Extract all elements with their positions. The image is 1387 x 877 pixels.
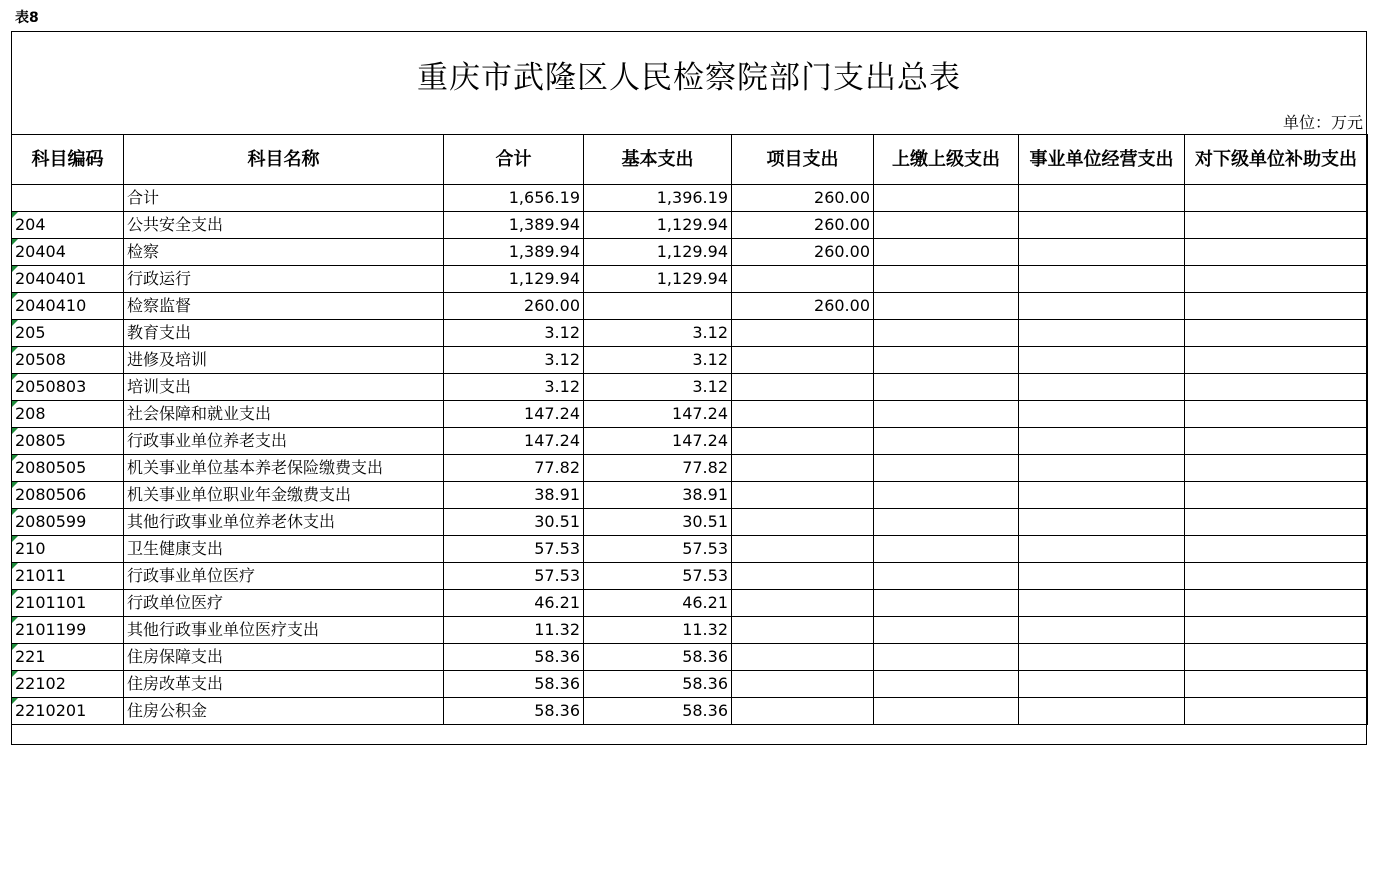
code-text: 210 — [15, 539, 46, 558]
cell-basic[interactable]: 1,129.94 — [584, 266, 732, 293]
cell-code[interactable] — [12, 671, 124, 698]
table-row — [12, 482, 1368, 509]
header-subsidy: 对下级单位补助支出 — [1185, 135, 1368, 185]
cell-total[interactable]: 77.82 — [444, 455, 584, 482]
cell-total[interactable]: 147.24 — [444, 428, 584, 455]
cell-total[interactable]: 147.24 — [444, 401, 584, 428]
table-row — [12, 617, 1368, 644]
cell-subsidy[interactable] — [1185, 347, 1368, 374]
header-total: 合计 — [444, 135, 584, 185]
cell-name[interactable]: 合计 — [124, 185, 444, 212]
cell-subsidy[interactable] — [1185, 536, 1368, 563]
cell-name[interactable]: 其他行政事业单位医疗支出 — [124, 617, 444, 644]
cell-subsidy[interactable] — [1185, 293, 1368, 320]
code-text: 2040410 — [15, 296, 87, 315]
cell-subsidy[interactable] — [1185, 671, 1368, 698]
cell-basic[interactable]: 58.36 — [584, 671, 732, 698]
cell-subsidy[interactable] — [1185, 644, 1368, 671]
cell-code[interactable] — [12, 617, 124, 644]
cell-name[interactable]: 机关事业单位基本养老保险缴费支出 — [124, 455, 444, 482]
cell-project[interactable] — [732, 428, 874, 455]
cell-project[interactable] — [732, 401, 874, 428]
text-format-indicator-icon — [12, 644, 18, 650]
cell-total[interactable]: 1,389.94 — [444, 239, 584, 266]
cell-business[interactable] — [1019, 644, 1185, 671]
code-text: 2080599 — [15, 512, 87, 531]
text-format-indicator-icon — [12, 293, 18, 299]
cell-name[interactable]: 住房公积金 — [124, 698, 444, 725]
cell-code[interactable] — [12, 347, 124, 374]
report-title: 重庆市武隆区人民检察院部门支出总表 — [417, 60, 961, 96]
cell-project[interactable] — [732, 563, 874, 590]
cell-business[interactable] — [1019, 212, 1185, 239]
table-row — [12, 374, 1368, 401]
cell-name[interactable]: 住房改革支出 — [124, 671, 444, 698]
cell-upper[interactable] — [874, 374, 1019, 401]
code-text: 22102 — [15, 674, 66, 693]
cell-basic[interactable]: 1,129.94 — [584, 239, 732, 266]
table-row — [12, 293, 1368, 320]
cell-name[interactable]: 住房保障支出 — [124, 644, 444, 671]
cell-upper[interactable] — [874, 212, 1019, 239]
table-row — [12, 644, 1368, 671]
table-row — [12, 320, 1368, 347]
code-text: 21011 — [15, 566, 66, 585]
table-row — [12, 671, 1368, 698]
cell-total[interactable]: 58.36 — [444, 644, 584, 671]
cell-business[interactable] — [1019, 293, 1185, 320]
cell-business[interactable] — [1019, 266, 1185, 293]
cell-code[interactable] — [12, 239, 124, 266]
cell-code[interactable] — [12, 536, 124, 563]
cell-project[interactable]: 260.00 — [732, 185, 874, 212]
text-format-indicator-icon — [12, 401, 18, 407]
cell-basic[interactable]: 77.82 — [584, 455, 732, 482]
cell-project[interactable] — [732, 374, 874, 401]
cell-subsidy[interactable] — [1185, 266, 1368, 293]
text-format-indicator-icon — [12, 482, 18, 488]
cell-name[interactable]: 机关事业单位职业年金缴费支出 — [124, 482, 444, 509]
header-business: 事业单位经营支出 — [1019, 135, 1185, 185]
cell-basic[interactable]: 3.12 — [584, 320, 732, 347]
report-frame — [11, 31, 1367, 745]
cell-project[interactable] — [732, 266, 874, 293]
cell-total[interactable]: 38.91 — [444, 482, 584, 509]
cell-basic[interactable]: 1,129.94 — [584, 212, 732, 239]
code-text: 20508 — [15, 350, 66, 369]
cell-project[interactable] — [732, 509, 874, 536]
text-format-indicator-icon — [12, 428, 18, 434]
code-text: 2080506 — [15, 485, 87, 504]
table-row — [12, 239, 1368, 266]
header-project: 项目支出 — [732, 135, 874, 185]
cell-subsidy[interactable] — [1185, 401, 1368, 428]
cell-upper[interactable] — [874, 590, 1019, 617]
cell-upper[interactable] — [874, 509, 1019, 536]
table-row — [12, 347, 1368, 374]
cell-total[interactable]: 11.32 — [444, 617, 584, 644]
cell-basic[interactable]: 57.53 — [584, 536, 732, 563]
cell-total[interactable]: 3.12 — [444, 320, 584, 347]
text-format-indicator-icon — [12, 509, 18, 515]
text-format-indicator-icon — [12, 698, 18, 704]
cell-upper[interactable] — [874, 320, 1019, 347]
code-text: 205 — [15, 323, 46, 342]
table-row — [12, 536, 1368, 563]
cell-business[interactable] — [1019, 401, 1185, 428]
cell-basic[interactable]: 11.32 — [584, 617, 732, 644]
cell-code[interactable] — [12, 266, 124, 293]
text-format-indicator-icon — [12, 536, 18, 542]
cell-subsidy[interactable] — [1185, 698, 1368, 725]
text-format-indicator-icon — [12, 266, 18, 272]
cell-name[interactable]: 教育支出 — [124, 320, 444, 347]
sheet-label: 表8 — [15, 10, 39, 26]
text-format-indicator-icon — [12, 320, 18, 326]
cell-upper[interactable] — [874, 536, 1019, 563]
cell-code[interactable] — [12, 698, 124, 725]
text-format-indicator-icon — [12, 212, 18, 218]
table-row — [12, 455, 1368, 482]
cell-subsidy[interactable] — [1185, 185, 1368, 212]
cell-total[interactable]: 57.53 — [444, 563, 584, 590]
code-text: 221 — [15, 647, 46, 666]
cell-total[interactable]: 57.53 — [444, 536, 584, 563]
cell-upper[interactable] — [874, 347, 1019, 374]
cell-subsidy[interactable] — [1185, 428, 1368, 455]
cell-basic[interactable]: 58.36 — [584, 698, 732, 725]
cell-code[interactable] — [12, 455, 124, 482]
header-upper: 上缴上级支出 — [874, 135, 1019, 185]
cell-code[interactable] — [12, 644, 124, 671]
cell-project[interactable] — [732, 671, 874, 698]
cell-name[interactable]: 检察监督 — [124, 293, 444, 320]
header-row — [12, 135, 1368, 185]
cell-name[interactable]: 社会保障和就业支出 — [124, 401, 444, 428]
table-row — [12, 590, 1368, 617]
unit-label: 单位：万元 — [1282, 113, 1363, 132]
text-format-indicator-icon — [12, 239, 18, 245]
cell-subsidy[interactable] — [1185, 509, 1368, 536]
cell-subsidy[interactable] — [1185, 455, 1368, 482]
code-text: 2101199 — [15, 620, 87, 639]
cell-upper[interactable] — [874, 644, 1019, 671]
cell-code[interactable] — [12, 509, 124, 536]
cell-business[interactable] — [1019, 617, 1185, 644]
cell-basic[interactable]: 46.21 — [584, 590, 732, 617]
table-row — [12, 401, 1368, 428]
cell-business[interactable] — [1019, 185, 1185, 212]
cell-business[interactable] — [1019, 428, 1185, 455]
cell-name[interactable]: 检察 — [124, 239, 444, 266]
cell-upper[interactable] — [874, 671, 1019, 698]
cell-upper[interactable] — [874, 617, 1019, 644]
table-row — [12, 509, 1368, 536]
text-format-indicator-icon — [12, 671, 18, 677]
text-format-indicator-icon — [12, 455, 18, 461]
cell-name[interactable]: 其他行政事业单位养老休支出 — [124, 509, 444, 536]
cell-basic[interactable]: 38.91 — [584, 482, 732, 509]
cell-code[interactable] — [12, 428, 124, 455]
expenditure-table — [11, 134, 1368, 725]
cell-upper[interactable] — [874, 428, 1019, 455]
code-text: 2101101 — [15, 593, 87, 612]
cell-business[interactable] — [1019, 563, 1185, 590]
cell-project[interactable] — [732, 617, 874, 644]
cell-code[interactable] — [12, 482, 124, 509]
cell-total[interactable]: 58.36 — [444, 671, 584, 698]
header-basic: 基本支出 — [584, 135, 732, 185]
cell-project[interactable] — [732, 320, 874, 347]
cell-name[interactable]: 行政事业单位医疗 — [124, 563, 444, 590]
table-row — [12, 563, 1368, 590]
table-row — [12, 212, 1368, 239]
cell-project[interactable]: 260.00 — [732, 239, 874, 266]
cell-upper[interactable] — [874, 482, 1019, 509]
code-text: 20404 — [15, 242, 66, 261]
cell-name[interactable]: 行政单位医疗 — [124, 590, 444, 617]
cell-basic[interactable]: 3.12 — [584, 347, 732, 374]
cell-code[interactable] — [12, 320, 124, 347]
cell-total[interactable]: 3.12 — [444, 347, 584, 374]
cell-total[interactable]: 1,389.94 — [444, 212, 584, 239]
cell-business[interactable] — [1019, 455, 1185, 482]
cell-basic[interactable] — [584, 293, 732, 320]
cell-business[interactable] — [1019, 347, 1185, 374]
cell-total[interactable]: 3.12 — [444, 374, 584, 401]
code-text: 2080505 — [15, 458, 87, 477]
cell-subsidy[interactable] — [1185, 212, 1368, 239]
cell-upper[interactable] — [874, 698, 1019, 725]
cell-code[interactable] — [12, 563, 124, 590]
table-row — [12, 185, 1368, 212]
cell-basic[interactable]: 147.24 — [584, 401, 732, 428]
text-format-indicator-icon — [12, 563, 18, 569]
text-format-indicator-icon — [12, 347, 18, 353]
cell-name[interactable]: 公共安全支出 — [124, 212, 444, 239]
code-text: 2040401 — [15, 269, 87, 288]
cell-subsidy[interactable] — [1185, 563, 1368, 590]
cell-total[interactable]: 1,656.19 — [444, 185, 584, 212]
cell-subsidy[interactable] — [1185, 617, 1368, 644]
cell-business[interactable] — [1019, 698, 1185, 725]
cell-code[interactable] — [12, 590, 124, 617]
cell-basic[interactable]: 58.36 — [584, 644, 732, 671]
cell-subsidy[interactable] — [1185, 590, 1368, 617]
cell-subsidy[interactable] — [1185, 239, 1368, 266]
code-text: 20805 — [15, 431, 66, 450]
cell-code[interactable] — [12, 401, 124, 428]
cell-code[interactable] — [12, 212, 124, 239]
cell-business[interactable] — [1019, 320, 1185, 347]
cell-upper[interactable] — [874, 455, 1019, 482]
cell-code[interactable] — [12, 374, 124, 401]
table-row — [12, 698, 1368, 725]
text-format-indicator-icon — [12, 590, 18, 596]
cell-name[interactable]: 行政运行 — [124, 266, 444, 293]
code-text: 2050803 — [15, 377, 87, 396]
cell-upper[interactable] — [874, 185, 1019, 212]
cell-basic[interactable]: 147.24 — [584, 428, 732, 455]
cell-business[interactable] — [1019, 239, 1185, 266]
cell-total[interactable]: 46.21 — [444, 590, 584, 617]
cell-name[interactable]: 培训支出 — [124, 374, 444, 401]
cell-total[interactable]: 260.00 — [444, 293, 584, 320]
cell-name[interactable]: 行政事业单位养老支出 — [124, 428, 444, 455]
cell-basic[interactable]: 30.51 — [584, 509, 732, 536]
cell-code[interactable] — [12, 293, 124, 320]
code-text: 2210201 — [15, 701, 87, 720]
cell-project[interactable] — [732, 590, 874, 617]
cell-basic[interactable]: 1,396.19 — [584, 185, 732, 212]
cell-subsidy[interactable] — [1185, 320, 1368, 347]
cell-upper[interactable] — [874, 266, 1019, 293]
cell-project[interactable] — [732, 536, 874, 563]
cell-project[interactable]: 260.00 — [732, 212, 874, 239]
cell-name[interactable]: 卫生健康支出 — [124, 536, 444, 563]
cell-project[interactable] — [732, 482, 874, 509]
cell-project[interactable]: 260.00 — [732, 293, 874, 320]
text-format-indicator-icon — [12, 374, 18, 380]
cell-project[interactable] — [732, 455, 874, 482]
cell-total[interactable]: 30.51 — [444, 509, 584, 536]
table-row — [12, 266, 1368, 293]
table-row — [12, 428, 1368, 455]
code-text: 204 — [15, 215, 46, 234]
cell-business[interactable] — [1019, 374, 1185, 401]
cell-name[interactable]: 进修及培训 — [124, 347, 444, 374]
cell-subsidy[interactable] — [1185, 374, 1368, 401]
cell-business[interactable] — [1019, 482, 1185, 509]
cell-upper[interactable] — [874, 239, 1019, 266]
cell-project[interactable] — [732, 347, 874, 374]
cell-basic[interactable]: 57.53 — [584, 563, 732, 590]
cell-code[interactable] — [12, 185, 124, 212]
cell-upper[interactable] — [874, 563, 1019, 590]
cell-basic[interactable]: 3.12 — [584, 374, 732, 401]
cell-business[interactable] — [1019, 536, 1185, 563]
cell-total[interactable]: 1,129.94 — [444, 266, 584, 293]
code-text: 208 — [15, 404, 46, 423]
cell-subsidy[interactable] — [1185, 482, 1368, 509]
text-format-indicator-icon — [12, 617, 18, 623]
header-code: 科目编码 — [12, 135, 124, 185]
cell-project[interactable] — [732, 698, 874, 725]
cell-business[interactable] — [1019, 671, 1185, 698]
cell-business[interactable] — [1019, 509, 1185, 536]
cell-business[interactable] — [1019, 590, 1185, 617]
header-name: 科目名称 — [124, 135, 444, 185]
cell-project[interactable] — [732, 644, 874, 671]
cell-total[interactable]: 58.36 — [444, 698, 584, 725]
cell-upper[interactable] — [874, 293, 1019, 320]
cell-upper[interactable] — [874, 401, 1019, 428]
